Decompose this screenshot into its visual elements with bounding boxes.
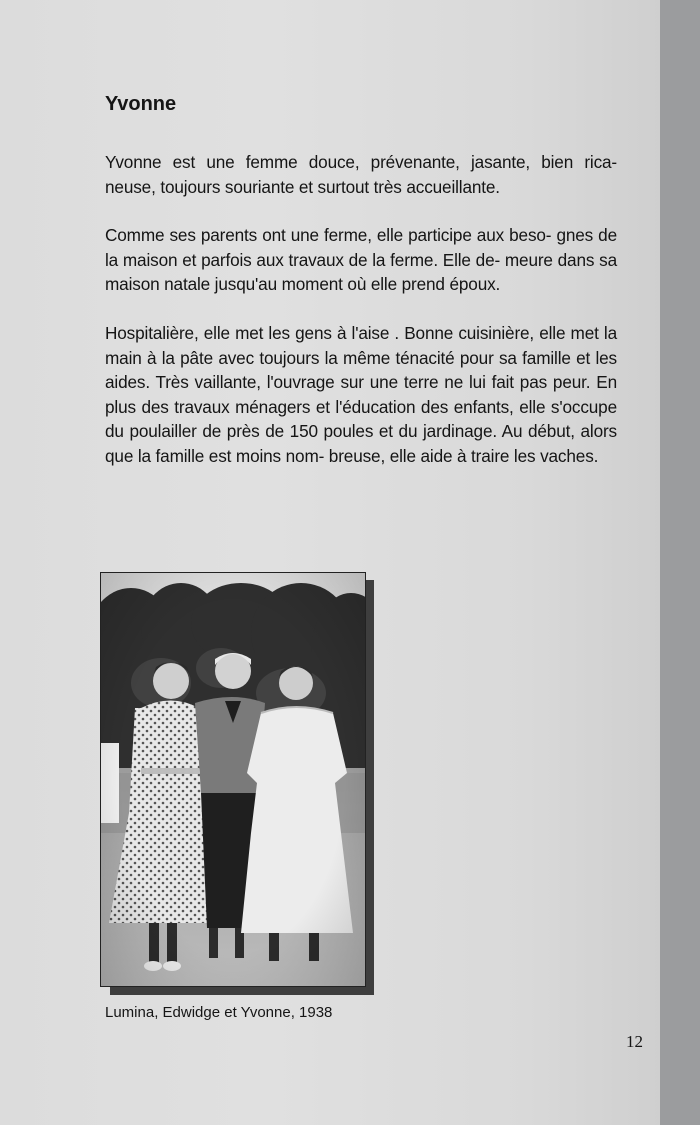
photo-caption: Lumina, Edwidge et Yvonne, 1938 xyxy=(105,1004,333,1021)
photo-illustration xyxy=(101,573,365,986)
page-number: 12 xyxy=(626,1032,643,1051)
section-title: Yvonne xyxy=(105,93,177,115)
paragraph-1: Yvonne est une femme douce, prévenante, jasante, bien rica- neuse, toujours souriante et surtout très accueillante. xyxy=(105,152,617,197)
photograph xyxy=(100,572,366,987)
paragraph-2: Comme ses parents ont une ferme, elle participe aux beso- gnes de la maison et parfois aux travaux de la ferme. Elle de- meure dans sa maison natale jusqu'au moment où elle prend époux. xyxy=(105,225,617,295)
text-block xyxy=(105,88,617,493)
paragraph-3: Hospitalière, elle met les gens à l'aise . Bonne cuisinière, elle met la main à la pâte avec toujours la même ténacité pour sa famille et les aides. Très vaillante, l'ouvrage sur une terre ne lui fait pas peur. En plus des travaux ménagers et l'éducation des enfants, elle s'occupe du poulailler de près de 150 poules et du jardinage. Au début, alors que la famille est moins nom- breuse, elle aide à traire les vaches. xyxy=(105,322,617,466)
